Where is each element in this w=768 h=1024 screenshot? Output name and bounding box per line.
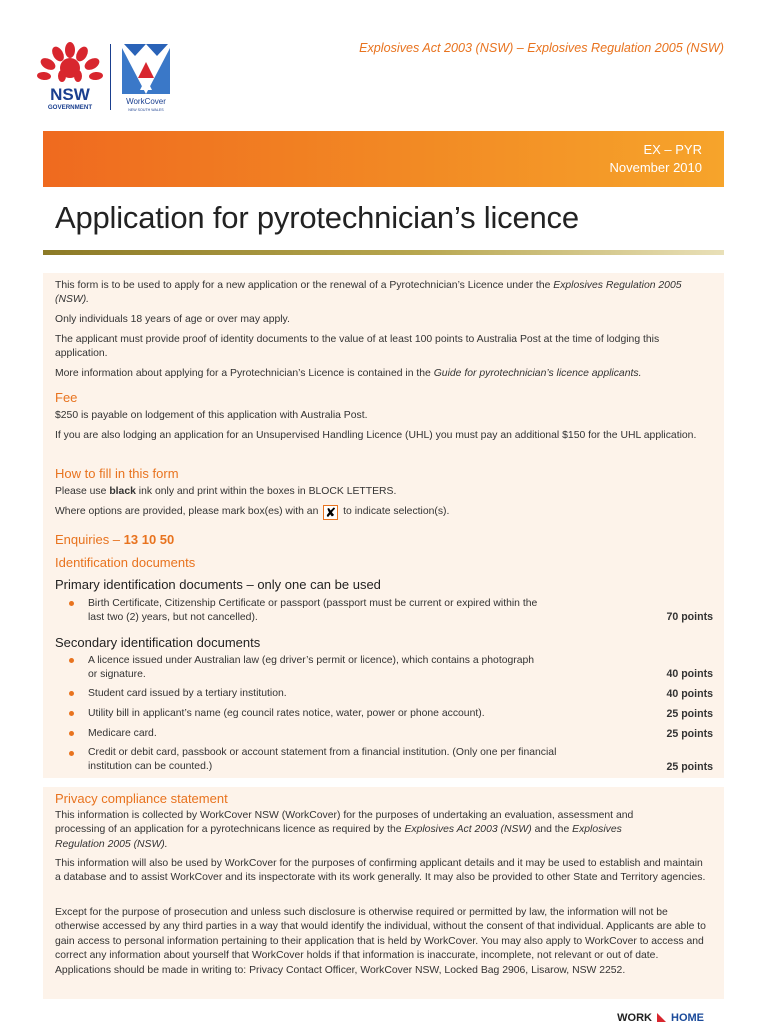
fee-heading: Fee bbox=[55, 390, 78, 405]
footer-brand bbox=[617, 1012, 704, 1024]
secondary-id-points: 25 points bbox=[666, 708, 713, 720]
intro-paragraph-3: The applicant must provide proof of identity documents to the value of at least 100 points to Australia Post at the time of lodging this application. bbox=[55, 334, 660, 360]
howto-heading: How to fill in this form bbox=[55, 466, 179, 481]
bullet-icon bbox=[69, 691, 74, 696]
nsw-government-logo bbox=[36, 42, 104, 112]
bullet-icon bbox=[69, 601, 74, 606]
guide-reference: Guide for pyrotechnician’s licence applicants. bbox=[433, 368, 642, 379]
form-code: EX – PYR bbox=[643, 142, 702, 157]
primary-id-points: 70 points bbox=[666, 611, 713, 623]
example-checkbox-icon: ✘ bbox=[323, 505, 338, 520]
enquiries-line: Enquiries – 13 10 50 bbox=[55, 532, 175, 547]
workcover-logo bbox=[118, 42, 174, 112]
secondary-id-item: A licence issued under Australian law (eg driver’s permit or licence), which contains a photograph or signature. bbox=[88, 655, 535, 681]
secondary-id-points: 25 points bbox=[666, 761, 713, 773]
privacy-paragraph-1: This information is collected by WorkCover NSW (WorkCover) for the purposes of undertaking an evaluation, assessment and processing of an application for a pyrotechnicans licence as required by the Explosives Act 2003 (NSW) and the Explosives Regulation 2005 (NSW). bbox=[55, 810, 634, 850]
nsw-logo-text: NSW bbox=[50, 85, 90, 104]
footer-work: WORK bbox=[617, 1012, 652, 1024]
bullet-icon bbox=[69, 751, 74, 756]
footer-home: HOME bbox=[671, 1012, 704, 1024]
secondary-id-points: 25 points bbox=[666, 728, 713, 740]
triangle-icon bbox=[657, 1013, 666, 1022]
header-banner bbox=[43, 131, 724, 187]
privacy-paragraph-2: This information will also be used by WorkCover for the purposes of confirming applicant details and it may be used to establish and maintain a database and to assist WorkCover and its inspectorate with its work generally. It may also be provided to other State and Territory agencies. bbox=[55, 858, 706, 884]
intro-paragraph-4: More information about applying for a Pyrotechnician’s Licence is contained in the Guide for pyrotechnician’s licence applicants. bbox=[55, 368, 642, 379]
secondary-id-points: 40 points bbox=[666, 668, 713, 680]
primary-id-item: Birth Certificate, Citizenship Certificate or passport (passport must be current or expired within the last two (2) years, but not cancelled). bbox=[88, 598, 538, 624]
logo-divider bbox=[110, 44, 111, 110]
fee-paragraph-1: $250 is payable on lodgement of this application with Australia Post. bbox=[55, 410, 368, 421]
intro-paragraph-1: This form is to be used to apply for a new application or the renewal of a Pyrotechnician’s Licence under the Explosives Regulation 2005 (NSW). bbox=[55, 280, 682, 306]
workcover-logo-text: WorkCover bbox=[126, 97, 166, 106]
secondary-id-heading: Secondary identification documents bbox=[55, 635, 261, 650]
page-title: Application for pyrotechnician’s licence bbox=[55, 200, 579, 235]
secondary-id-item: Student card issued by a tertiary institution. bbox=[88, 688, 287, 699]
form-date: November 2010 bbox=[609, 160, 702, 175]
secondary-id-item: Utility bill in applicant’s name (eg council rates notice, water, power or phone account). bbox=[88, 708, 485, 719]
intro-paragraph-2: Only individuals 18 years of age or over may apply. bbox=[55, 314, 290, 325]
bullet-icon bbox=[69, 731, 74, 736]
title-divider bbox=[43, 250, 724, 255]
privacy-heading: Privacy compliance statement bbox=[55, 791, 228, 806]
nsw-logo-subtext: GOVERNMENT bbox=[47, 104, 93, 111]
legislation-reference: Explosives Act 2003 (NSW) – Explosives Regulation 2005 (NSW) bbox=[359, 41, 724, 55]
workcover-logo-subtext: NEW SOUTH WALES bbox=[128, 108, 164, 112]
howto-paragraph-2: Where options are provided, please mark box(es) with an ✘ to indicate selection(s). bbox=[55, 505, 450, 520]
privacy-paragraph-3: Except for the purpose of prosecution and unless such disclosure is otherwise required or permitted by law, the information will not be otherwise accessed by any third parties in a way that would identify the individual, without the consent of that individual. Applicants are able to gain access to personal information pertaining to their application that is held by WorkCover. You may also apply to WorkCover to access and correct any information about yourself that WorkCover holds if that information is inaccurate, incomplete, not relevant or out of date. Applications should be made in writing to: Privacy Contact Officer, WorkCover NSW, Locked Bag 2906, Lisarow, NSW 2252. bbox=[55, 907, 706, 976]
secondary-id-item: Credit or debit card, passbook or account statement from a financial institution. (Only one per financial institution can be counted.) bbox=[88, 747, 557, 773]
identification-heading: Identification documents bbox=[55, 555, 196, 570]
regulation-reference: Explosives Regulation 2005 (NSW). bbox=[55, 280, 682, 306]
fee-paragraph-2: If you are also lodging an application for an Unsupervised Handling Licence (UHL) you must pay an additional $150 for the UHL application. bbox=[55, 430, 697, 441]
secondary-id-points: 40 points bbox=[666, 688, 713, 700]
bullet-icon bbox=[69, 658, 74, 663]
secondary-id-item: Medicare card. bbox=[88, 728, 157, 739]
bullet-icon bbox=[69, 711, 74, 716]
primary-id-heading: Primary identification documents – only one can be used bbox=[55, 577, 381, 592]
howto-paragraph-1: Please use black ink only and print within the boxes in BLOCK LETTERS. bbox=[55, 486, 397, 497]
enquiries-number: 13 10 50 bbox=[123, 532, 175, 547]
